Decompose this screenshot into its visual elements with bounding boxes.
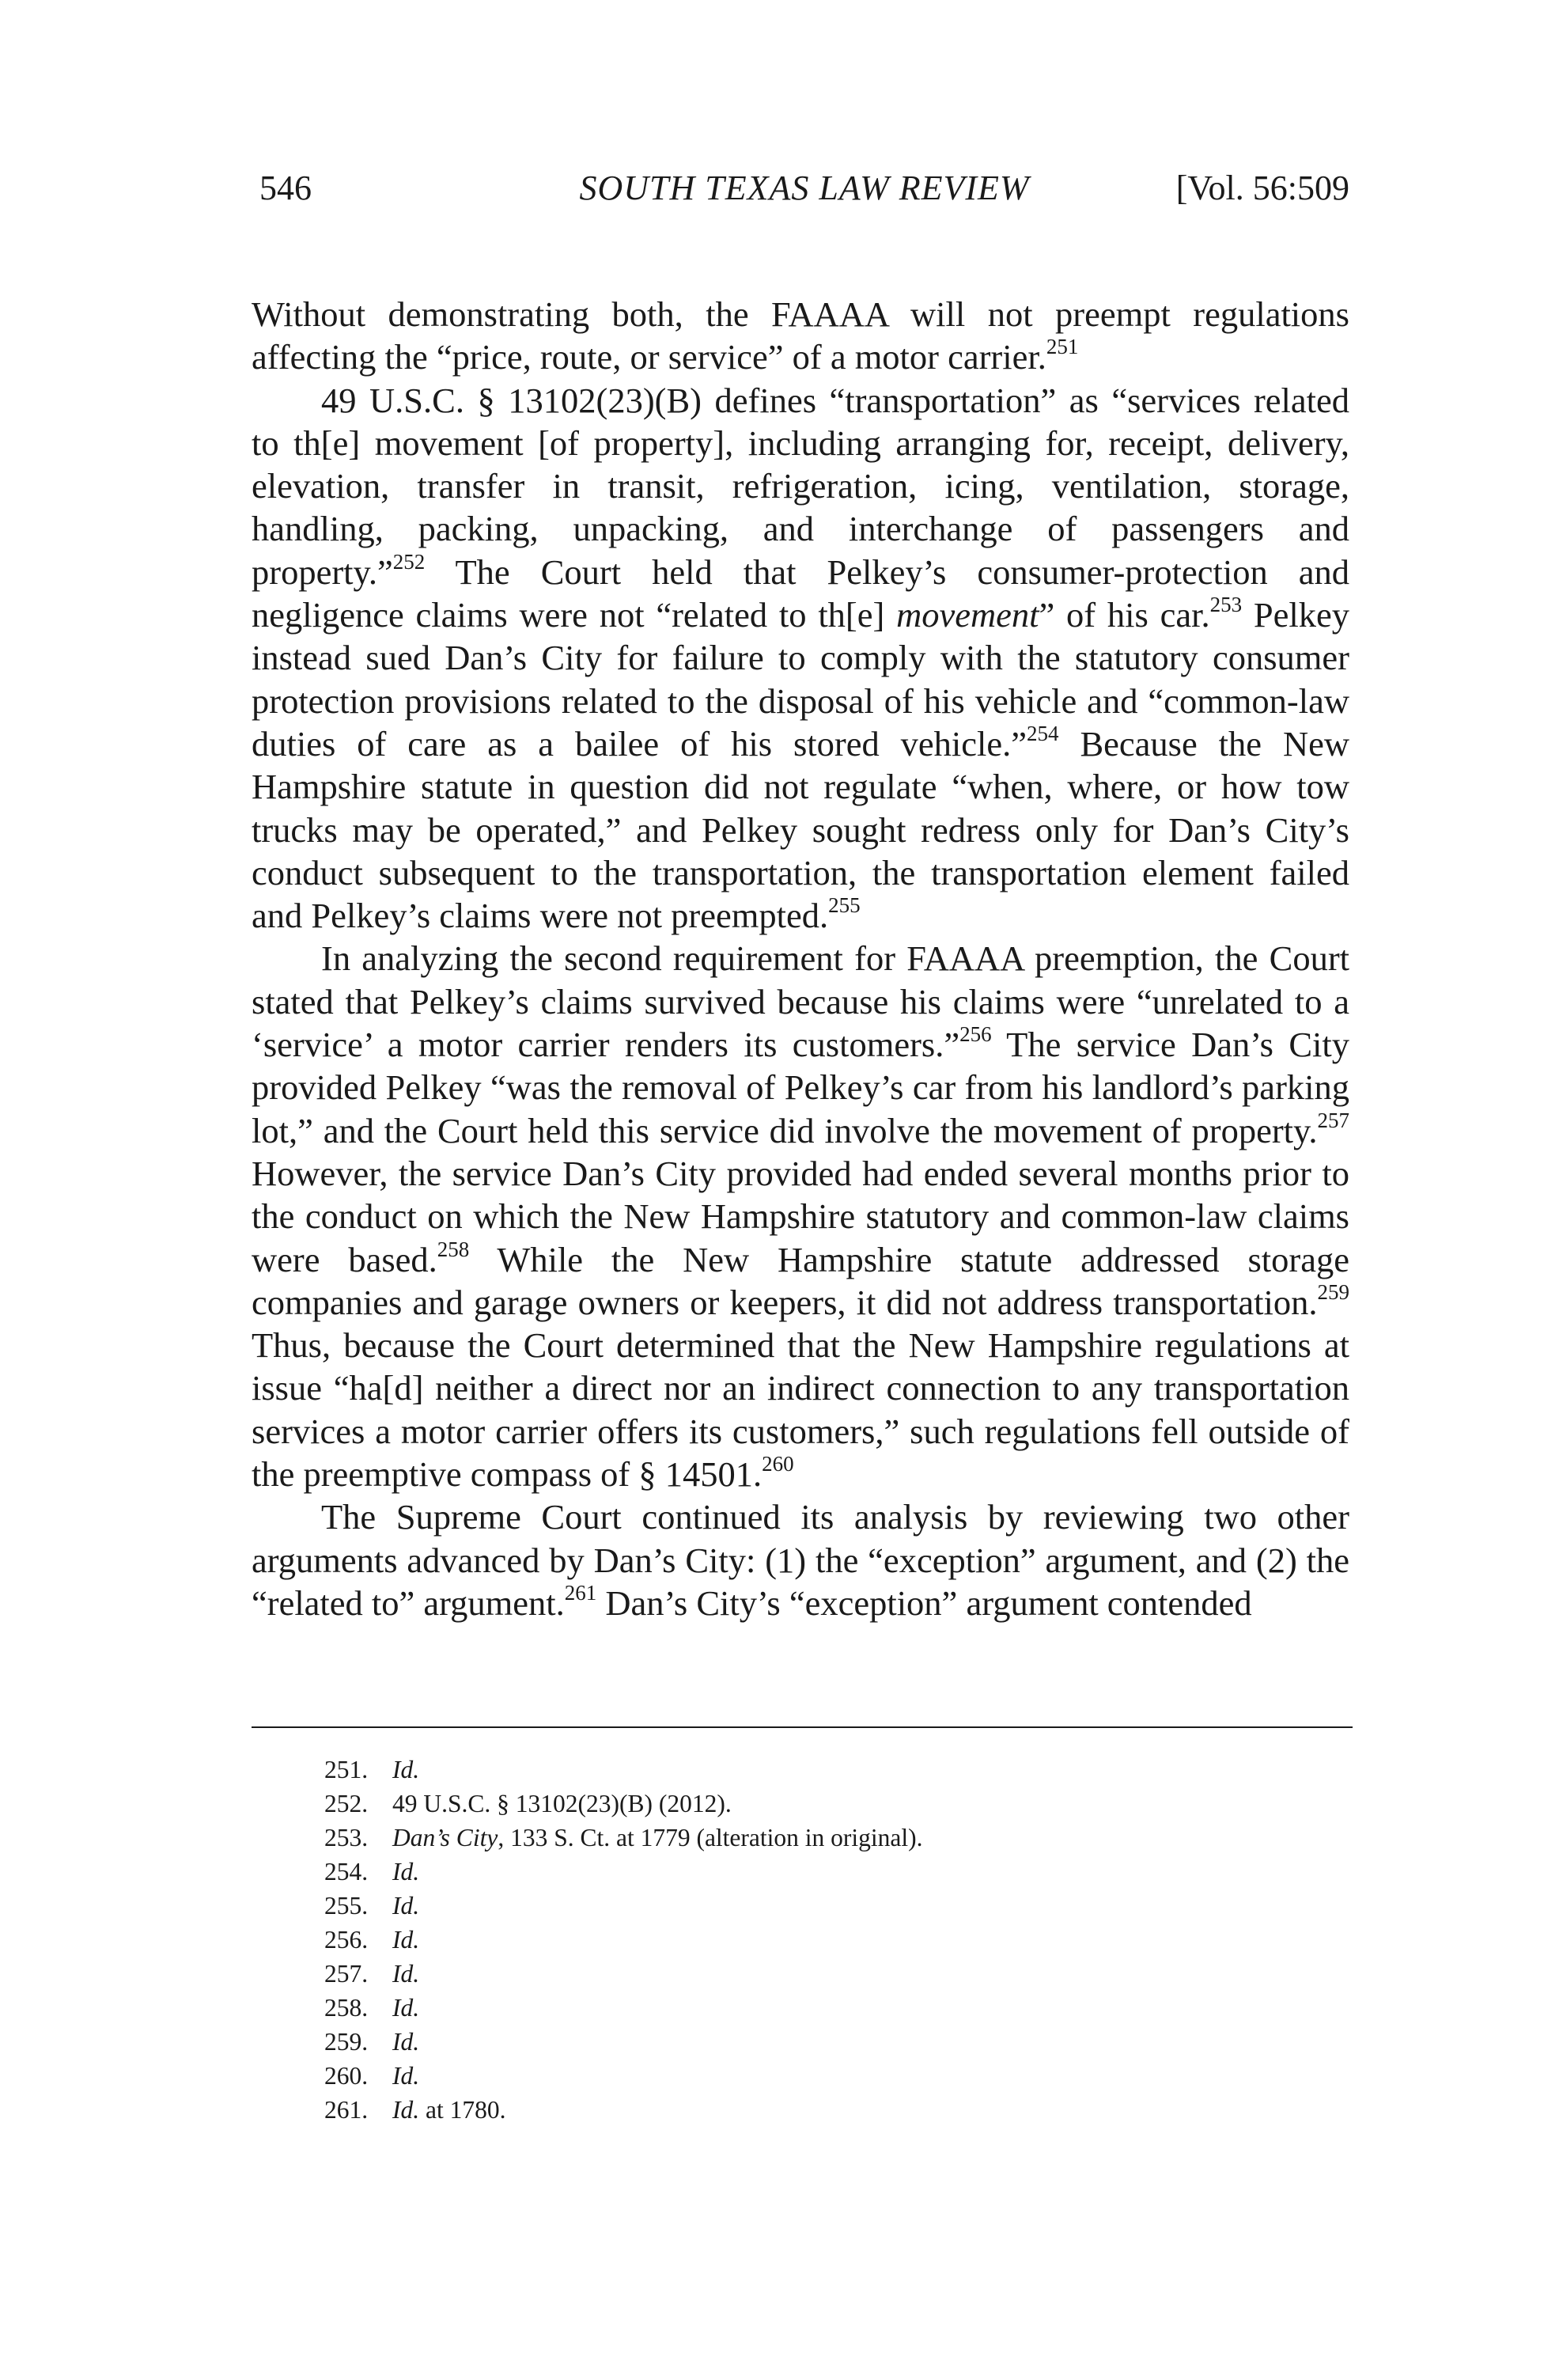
footnote-text: , 133 S. Ct. at 1779 (alteration in original). <box>498 1824 923 1851</box>
footnote-italic: Id. <box>392 2028 420 2056</box>
footnote <box>324 1991 1353 2025</box>
footnote-italic: Dan’s City <box>392 1824 498 1851</box>
footnote-ref: 253 <box>1209 593 1243 617</box>
footnote-italic: Id. <box>392 1994 420 2022</box>
footnote-text: 49 U.S.C. § 13102(23)(B) (2012). <box>392 1790 732 1817</box>
footnote-ref: 256 <box>959 1022 992 1047</box>
footnote <box>324 1855 1353 1889</box>
footnote-number: 259. <box>324 2028 369 2056</box>
footnote <box>324 2025 1353 2059</box>
footnote <box>324 1787 1353 1821</box>
footnote-italic: Id. <box>392 2062 420 2090</box>
emphasis: movement <box>896 595 1039 635</box>
volume-citation: [Vol. 56:509 <box>1175 169 1349 207</box>
footnote-number: 254. <box>324 1858 369 1885</box>
footnote-ref: 261 <box>564 1580 597 1605</box>
footnote-ref: 259 <box>1317 1279 1349 1304</box>
footnote-italic: Id. <box>392 1926 420 1954</box>
footnote <box>324 1957 1353 1991</box>
footnote-number: 253. <box>324 1824 369 1851</box>
text-run: The Court held that Pelkey’s consumer-protection and negligence claims were not “related to th[e] <box>252 551 1349 635</box>
text-run: In analyzing the second requirement for FAAAA preemption, the Court stated that Pelkey’s claims survived because his claims were “unrelated to a ‘service’ a motor carrier renders its customers.” <box>252 938 1349 1065</box>
text-run: The Supreme Court continued its analysis by reviewing two other arguments advanced by Dan’s City: (1) the “exception” argument, and (2) the “related to” argument. <box>252 1497 1349 1623</box>
footnote-ref: 251 <box>1046 335 1079 359</box>
footnote-number: 255. <box>324 1892 369 1920</box>
footnote-ref: 257 <box>1317 1108 1349 1132</box>
footnote-number: 251. <box>324 1756 369 1783</box>
footnote-divider <box>252 1726 1353 1728</box>
body-text <box>252 293 1349 1624</box>
paragraph-4 <box>252 1495 1349 1624</box>
footnote <box>324 1753 1353 1787</box>
footnotes <box>324 1753 1353 2127</box>
footnote-number: 260. <box>324 2062 369 2090</box>
footnote <box>324 2093 1353 2127</box>
text-run: Because the New Hampshire statute in question did not regulate “when, where, or how tow trucks may be operated,” and Pelkey sought redress only for Dan’s City’s conduct subsequent to the transportation, the transportation element failed and Pelkey’s claims were not preempted. <box>252 723 1349 936</box>
footnote-italic: Id. <box>392 1858 420 1885</box>
footnote <box>324 1821 1353 1855</box>
footnote-number: 256. <box>324 1926 369 1954</box>
text-run: Thus, because the Court determined that the New Hampshire regulations at issue “ha[d] neither a direct nor an indirect connection to any transportation services a motor carrier offers its customers,” such regulations fell outside of the preemptive compass of § 14501. <box>252 1325 1349 1495</box>
footnote-ref: 252 <box>392 549 426 574</box>
footnote-number: 258. <box>324 1994 369 2022</box>
footnote-italic: Id. <box>392 1892 420 1920</box>
running-header <box>259 165 1349 212</box>
page-number: 546 <box>259 169 312 207</box>
footnote-number: 257. <box>324 1960 369 1988</box>
footnote-text: at 1780. <box>419 2096 506 2124</box>
text-run: While the New Hampshire statute addressed storage companies and garage owners or keepers, it did not address transportation. <box>252 1239 1349 1322</box>
footnote <box>324 1923 1353 1957</box>
text-run: However, the service Dan’s City provided had ended several months prior to the conduct on which the New Hampshire statutory and common-law claims were based. <box>252 1153 1349 1279</box>
footnote <box>324 1889 1353 1923</box>
footnote-ref: 255 <box>828 893 861 918</box>
text-run: Without demonstrating both, the FAAAA will not preempt regulations affecting the “price, route, or service” of a motor carrier. <box>252 294 1349 377</box>
text-run: 49 U.S.C. § 13102(23)(B) defines “transportation” as “services related to th[e] movement [of property], including arranging for, receipt, delivery, elevation, transfer in transit, refrigeration, icing, ventilation, storage, handling, packing, unpacking, and interchange of passengers and property.” <box>252 380 1349 592</box>
footnote-ref: 258 <box>437 1237 470 1261</box>
paragraph-2 <box>252 379 1349 938</box>
paragraph-1 <box>252 293 1349 379</box>
text-run: Pelkey instead sued Dan’s City for failure to comply with the statutory consumer protection provisions related to the disposal of his vehicle and “common-law duties of care as a bailee of his stored vehicle.” <box>252 595 1349 764</box>
text-run: The service Dan’s City provided Pelkey “was the removal of Pelkey’s car from his landlord’s parking lot,” and the Court held this service did involve the movement of property. <box>252 1025 1349 1150</box>
footnote <box>324 2059 1353 2093</box>
text-run: Dan’s City’s “exception” argument contended <box>596 1582 1252 1623</box>
footnote-italic: Id. <box>392 1960 420 1988</box>
journal-title: SOUTH TEXAS LAW REVIEW <box>579 169 1030 207</box>
footnote-ref: 260 <box>762 1452 794 1476</box>
footnote-italic: Id. <box>392 1756 420 1783</box>
footnote-italic: Id. <box>392 2096 420 2124</box>
footnote-ref: 254 <box>1027 721 1059 745</box>
footnote-number: 261. <box>324 2096 369 2124</box>
paragraph-3 <box>252 937 1349 1495</box>
text-run: ” of his car. <box>1039 595 1210 635</box>
footnote-number: 252. <box>324 1790 369 1817</box>
